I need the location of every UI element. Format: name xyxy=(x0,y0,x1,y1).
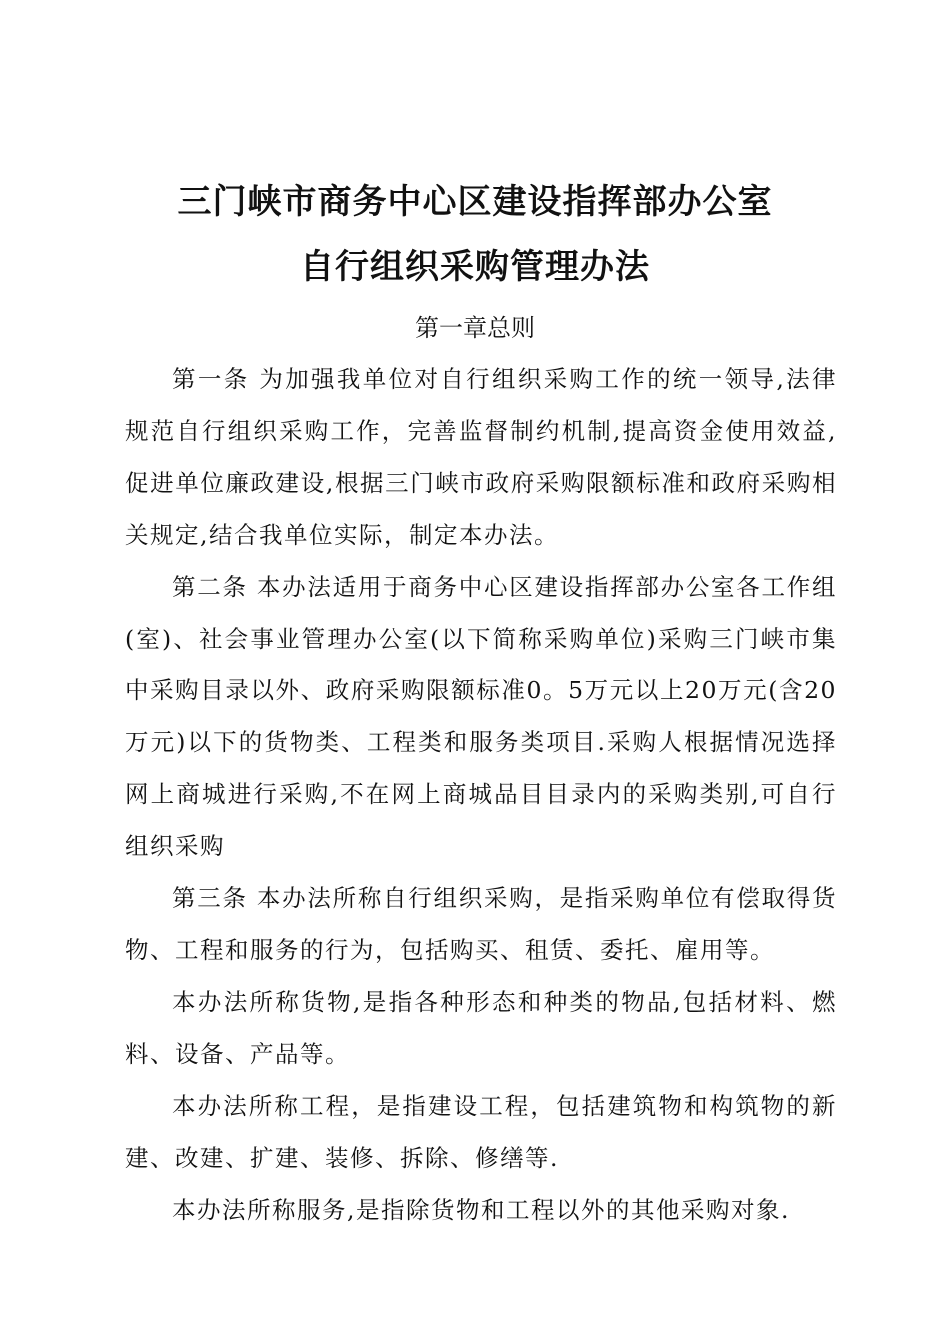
chapter-heading: 第一章总则 xyxy=(415,314,535,342)
document-title-line-2: 自行组织采购管理办法 xyxy=(300,247,650,287)
article-1-paragraph: 第一条 为加强我单位对自行组织采购工作的统一领导,法律规范自行组织采购工作，完善监督制约机制,提高资金使用效益,促进单位廉政建设,根据三门峡市政府采购限额标准和政府采购相关规定,结合我单位实际，制定本办法。 xyxy=(125,365,837,549)
document-title-line-1: 三门峡市商务中心区建设指挥部办公室 xyxy=(177,182,773,222)
article-3-paragraph: 第三条 本办法所称自行组织采购，是指采购单位有偿取得货物、工程和服务的行为，包括购买、租赁、委托、雇用等。 xyxy=(125,884,837,964)
services-definition-paragraph: 本办法所称服务,是指除货物和工程以外的其他采购对象. xyxy=(172,1195,790,1224)
works-definition-paragraph: 本办法所称工程，是指建设工程，包括建筑物和构筑物的新建、改建、扩建、装修、拆除、修缮等. xyxy=(125,1091,837,1172)
goods-definition-paragraph: 本办法所称货物,是指各种形态和种类的物品,包括材料、燃料、设备、产品等。 xyxy=(125,987,837,1068)
article-2-paragraph: 第二条 本办法适用于商务中心区建设指挥部办公室各工作组(室)、社会事业管理办公室(以下简称采购单位)采购三门峡市集中采购目录以外、政府采购限额标准0。5万元以上20万元(含20万元)以下的货物类、工程类和服务类项目.采购人根据情况选择网上商城进行采购,不在网上商城品目目录内的采购类别,可自行组织采购 xyxy=(125,572,837,861)
document-body xyxy=(125,354,837,1236)
